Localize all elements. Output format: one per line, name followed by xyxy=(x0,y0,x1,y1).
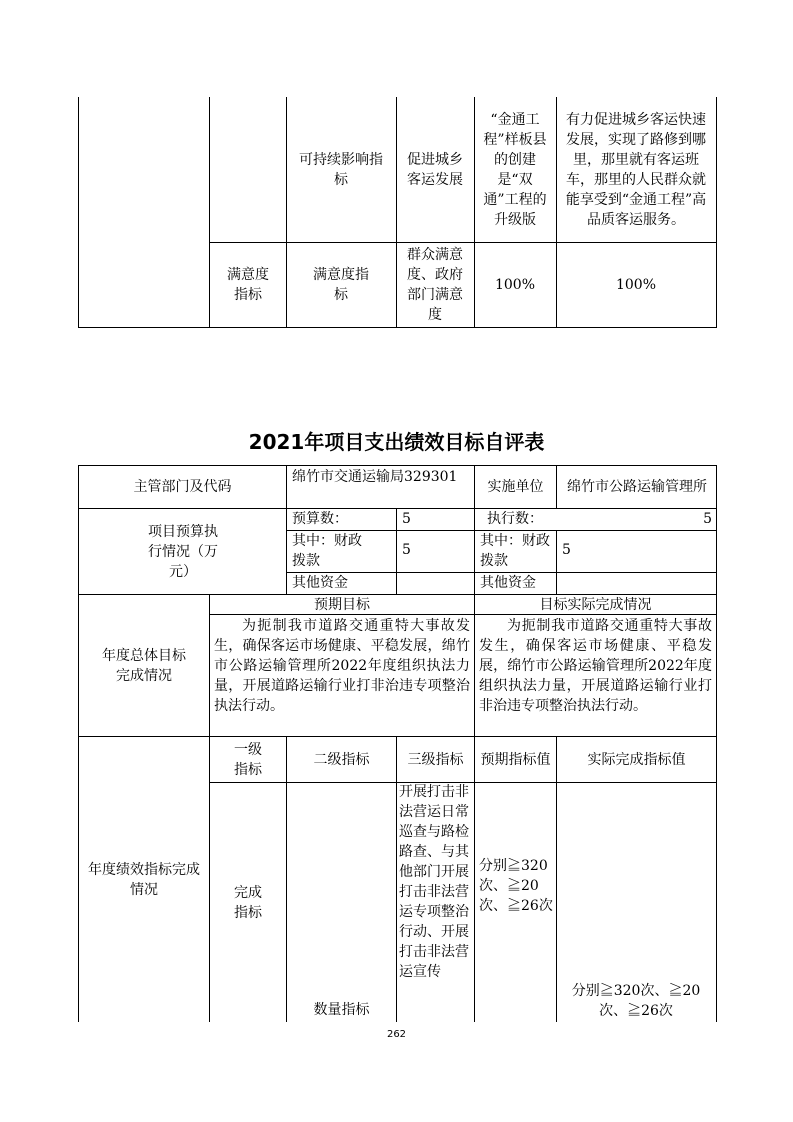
top-row1-expected: “金通工程”样板县的创建是“双通”工程的升级版 xyxy=(483,112,547,228)
annual-goal-label: 年度总体目标完成情况 xyxy=(102,647,186,684)
page-title: 2021年项目支出绩效目标自评表 xyxy=(248,430,545,454)
header-expected: 预期指标值 xyxy=(480,751,551,768)
quantity-actual: 分别≧320次、≧20次、≧26次 xyxy=(571,983,701,1019)
completion-indicator-label: 完成指标 xyxy=(234,884,262,921)
top-row2-actual: 100% xyxy=(615,277,657,293)
budget-label: 项目预算执行情况（万元） xyxy=(148,523,218,580)
quantity-level3-text: 开展打击非法营运日常巡查与路检路查、与其他部门开展打击非法营运专项整治行动、开展打击非法营运宣传 xyxy=(399,784,469,980)
header-level1: 一级指标 xyxy=(234,741,262,778)
exec-count-label: 执行数： xyxy=(487,511,543,527)
actual-goal-header: 目标实际完成情况 xyxy=(539,596,652,613)
other-funds-label-exec: 其他资金 xyxy=(480,575,536,591)
fiscal-label-exec: 其中：财政拨款 xyxy=(480,533,550,569)
performance-label: 年度绩效指标完成情况 xyxy=(88,861,200,898)
impl-label: 实施单位 xyxy=(487,479,544,495)
page-number: 262 xyxy=(386,1029,407,1040)
other-funds-label: 其他资金 xyxy=(292,575,348,591)
quantity-indicator-label: 数量指标 xyxy=(313,1002,370,1018)
impl-value: 绵竹市公路运输管理所 xyxy=(567,479,707,495)
header-level3: 三级指标 xyxy=(407,751,464,768)
top-row1-level3: 促进城乡客运发展 xyxy=(407,152,463,188)
dept-value: 绵竹市交通运输局329301 xyxy=(292,469,458,485)
budget-count-label: 预算数： xyxy=(292,511,348,527)
header-level2: 二级指标 xyxy=(313,751,370,768)
dept-label: 主管部门及代码 xyxy=(133,479,232,495)
top-row2-level1: 满意度指标 xyxy=(227,267,269,303)
top-row2-level2: 满意度指标 xyxy=(313,267,369,303)
budget-count-value: 5 xyxy=(402,511,411,527)
quantity-expected: 分别≧320次、≧20次、≧26次 xyxy=(479,858,553,914)
top-row2-level3: 群众满意度、政府部门满意度 xyxy=(407,247,463,323)
fiscal-budget: 5 xyxy=(402,542,411,558)
top-row2-expected: 100% xyxy=(494,277,536,293)
top-row1-level2: 可持续影响指标 xyxy=(299,152,383,188)
actual-goal-text: 为扼制我市道路交通重特大事故发生，确保客运市场健康、平稳发展，绵竹市公路运输管理所2022年度组织执法力量，开展道路运输行业打非治违专项整治执法行动。 xyxy=(479,618,712,714)
top-row1-actual: 有力促进城乡客运快速发展，实现了路修到哪里，那里就有客运班车，那里的人民群众就能享受到“金通工程”高品质客运服务。 xyxy=(565,112,707,228)
expected-goal-header: 预期目标 xyxy=(314,596,370,613)
exec-count-value: 5 xyxy=(703,511,712,527)
fiscal-label: 其中：财政拨款 xyxy=(292,533,362,569)
fiscal-exec: 5 xyxy=(562,542,571,558)
header-actual: 实际完成指标值 xyxy=(587,751,686,768)
expected-goal-text: 为扼制我市道路交通重特大事故发生，确保客运市场健康、平稳发展，绵竹市公路运输管理所2022年度组织执法力量，开展道路运输行业打非治违专项整治执法行动。 xyxy=(214,618,470,714)
